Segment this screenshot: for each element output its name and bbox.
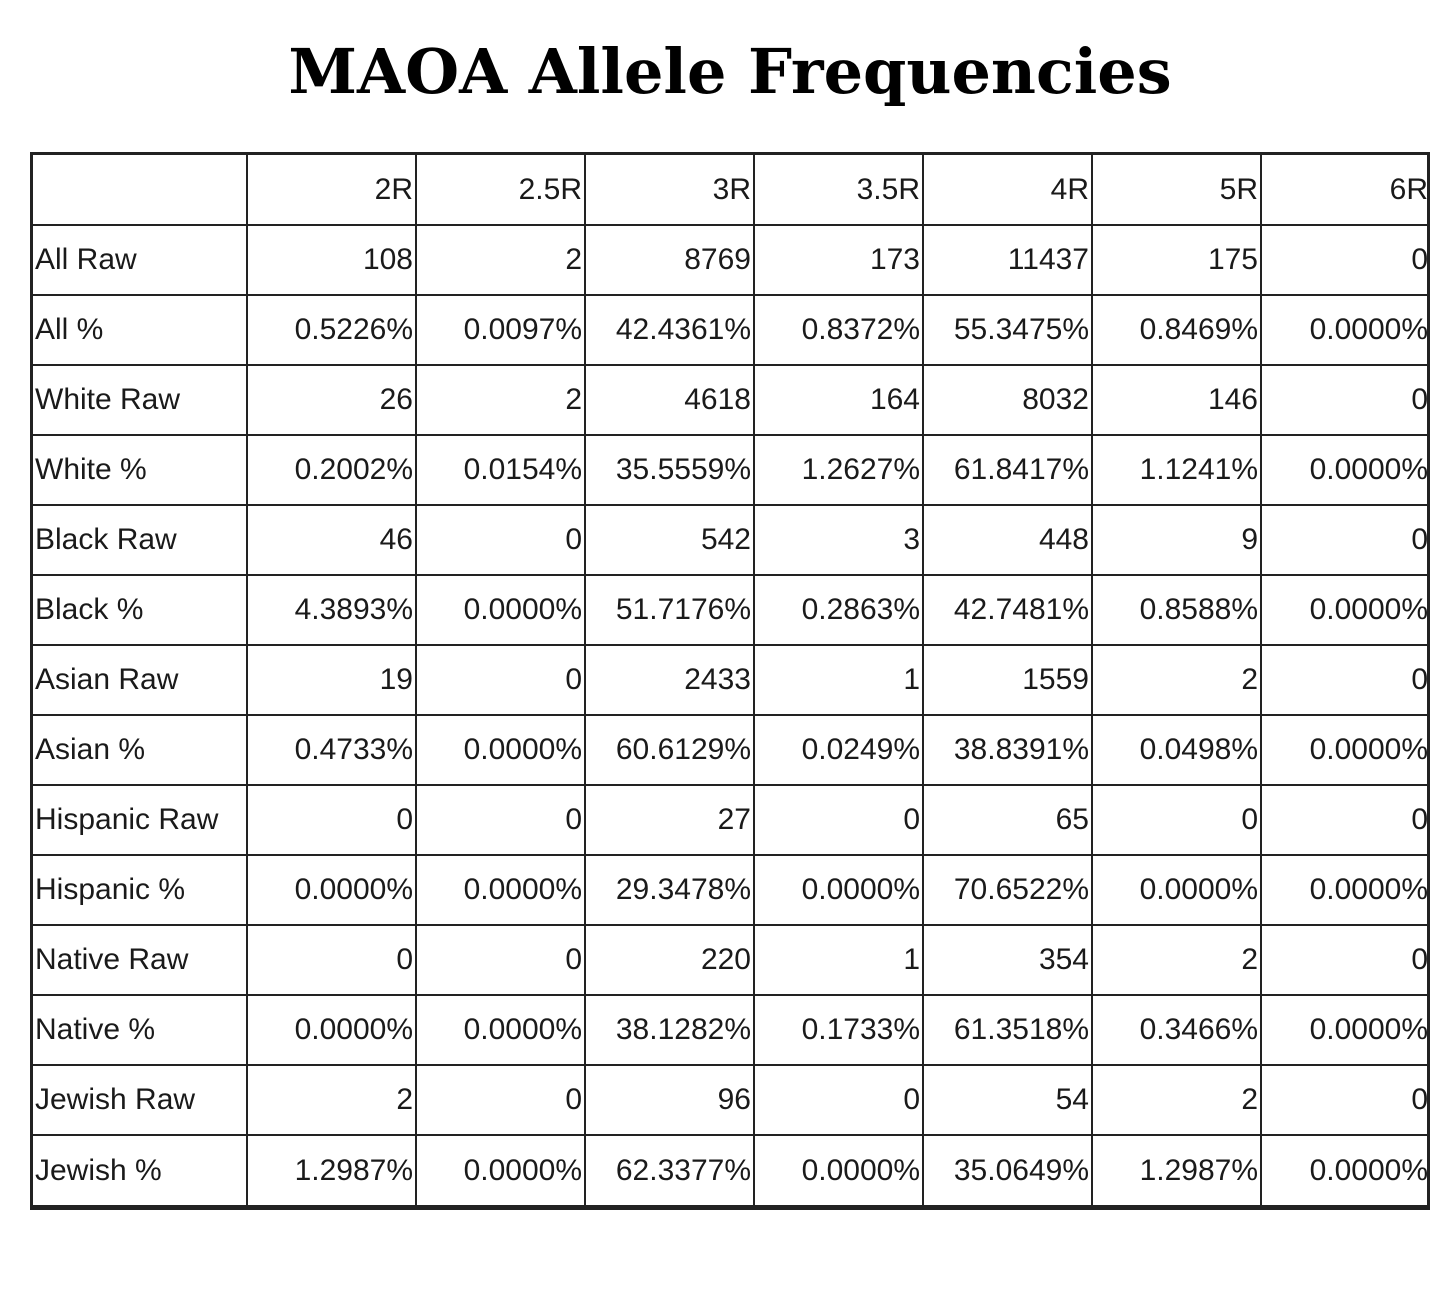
- table-cell: 0.0000%: [416, 1135, 585, 1205]
- table-row: [33, 995, 1430, 1065]
- column-header: 6R: [1261, 155, 1430, 225]
- table-cell: 2: [416, 365, 585, 435]
- table-cell: 61.8417%: [923, 435, 1092, 505]
- table-cell: 108: [247, 225, 416, 295]
- table-cell: 2433: [585, 645, 754, 715]
- table-cell: 8769: [585, 225, 754, 295]
- table-cell: 1.2987%: [247, 1135, 416, 1205]
- table-cell: 11437: [923, 225, 1092, 295]
- table-cell: 0.0000%: [754, 1135, 923, 1205]
- table-row: [33, 505, 1430, 575]
- table-cell: 0.0154%: [416, 435, 585, 505]
- table-row: [33, 715, 1430, 785]
- table-cell: 42.7481%: [923, 575, 1092, 645]
- table-cell: 0.0249%: [754, 715, 923, 785]
- table-cell: 29.3478%: [585, 855, 754, 925]
- table-row: [33, 365, 1430, 435]
- table-cell: 0: [1261, 925, 1430, 995]
- table-cell: 1.2627%: [754, 435, 923, 505]
- table-cell: 9: [1092, 505, 1261, 575]
- table-cell: 0.2002%: [247, 435, 416, 505]
- table-cell: 61.3518%: [923, 995, 1092, 1065]
- table-cell: 0.0000%: [1261, 435, 1430, 505]
- table-cell: 0.0000%: [1261, 295, 1430, 365]
- row-label: Hispanic Raw: [33, 785, 247, 855]
- table-cell: 70.6522%: [923, 855, 1092, 925]
- table-cell: 0.4733%: [247, 715, 416, 785]
- table-row: [33, 925, 1430, 995]
- column-header: 3.5R: [754, 155, 923, 225]
- column-header: 2.5R: [416, 155, 585, 225]
- table-cell: 42.4361%: [585, 295, 754, 365]
- table-row: [33, 855, 1430, 925]
- table-cell: 4.3893%: [247, 575, 416, 645]
- table-cell: 0.0000%: [416, 575, 585, 645]
- table-cell: 0: [754, 1065, 923, 1135]
- table-row: [33, 1135, 1430, 1205]
- table-cell: 46: [247, 505, 416, 575]
- table-cell: 2: [1092, 925, 1261, 995]
- table-cell: 220: [585, 925, 754, 995]
- table-cell: 0: [1092, 785, 1261, 855]
- row-label: Asian Raw: [33, 645, 247, 715]
- column-header: 5R: [1092, 155, 1261, 225]
- table-cell: 542: [585, 505, 754, 575]
- table-cell: 0.1733%: [754, 995, 923, 1065]
- table-cell: 0.0000%: [1261, 575, 1430, 645]
- table-cell: 0: [247, 925, 416, 995]
- table-cell: 8032: [923, 365, 1092, 435]
- allele-frequency-table: [33, 155, 1430, 1205]
- row-label: Jewish Raw: [33, 1065, 247, 1135]
- table-cell: 0.0000%: [247, 855, 416, 925]
- table-row: [33, 435, 1430, 505]
- table-cell: 38.8391%: [923, 715, 1092, 785]
- table-cell: 0: [416, 785, 585, 855]
- row-label: Native %: [33, 995, 247, 1065]
- table-cell: 65: [923, 785, 1092, 855]
- table-cell: 1559: [923, 645, 1092, 715]
- table-cell: 448: [923, 505, 1092, 575]
- table-cell: 0.8588%: [1092, 575, 1261, 645]
- table-row: [33, 575, 1430, 645]
- table-cell: 0.0498%: [1092, 715, 1261, 785]
- table-cell: 96: [585, 1065, 754, 1135]
- table-cell: 0: [247, 785, 416, 855]
- table-cell: 173: [754, 225, 923, 295]
- page-title: MAOA Allele Frequencies: [288, 35, 1172, 108]
- header-row: [33, 155, 1430, 225]
- table-cell: 0: [1261, 225, 1430, 295]
- table-cell: 1.2987%: [1092, 1135, 1261, 1205]
- table-cell: 0.3466%: [1092, 995, 1261, 1065]
- table-row: [33, 785, 1430, 855]
- corner-cell: [33, 155, 247, 225]
- table-cell: 4618: [585, 365, 754, 435]
- row-label: Black Raw: [33, 505, 247, 575]
- row-label: White Raw: [33, 365, 247, 435]
- table-cell: 0: [416, 925, 585, 995]
- table-cell: 0.0097%: [416, 295, 585, 365]
- table-cell: 1: [754, 645, 923, 715]
- table-cell: 54: [923, 1065, 1092, 1135]
- table-cell: 2: [1092, 1065, 1261, 1135]
- table-cell: 0: [1261, 1065, 1430, 1135]
- row-label: Native Raw: [33, 925, 247, 995]
- table-row: [33, 1065, 1430, 1135]
- table-cell: 0.5226%: [247, 295, 416, 365]
- table-cell: 26: [247, 365, 416, 435]
- table-cell: 0.0000%: [416, 995, 585, 1065]
- table-cell: 0.0000%: [416, 855, 585, 925]
- table-cell: 60.6129%: [585, 715, 754, 785]
- table-cell: 1: [754, 925, 923, 995]
- table-cell: 51.7176%: [585, 575, 754, 645]
- table-cell: 62.3377%: [585, 1135, 754, 1205]
- table-cell: 0.0000%: [1261, 1135, 1430, 1205]
- table-cell: 35.5559%: [585, 435, 754, 505]
- table-cell: 0: [416, 1065, 585, 1135]
- table-cell: 146: [1092, 365, 1261, 435]
- table-row: [33, 645, 1430, 715]
- table-cell: 2: [247, 1065, 416, 1135]
- row-label: White %: [33, 435, 247, 505]
- column-header: 3R: [585, 155, 754, 225]
- table-row: [33, 295, 1430, 365]
- table-cell: 0: [1261, 505, 1430, 575]
- table-cell: 3: [754, 505, 923, 575]
- row-label: Asian %: [33, 715, 247, 785]
- table-cell: 35.0649%: [923, 1135, 1092, 1205]
- table-cell: 0: [1261, 365, 1430, 435]
- table-cell: 2: [1092, 645, 1261, 715]
- table-cell: 164: [754, 365, 923, 435]
- row-label: All %: [33, 295, 247, 365]
- table-cell: 0.0000%: [247, 995, 416, 1065]
- table-cell: 0: [754, 785, 923, 855]
- table-cell: 0.0000%: [1092, 855, 1261, 925]
- table-cell: 0.0000%: [754, 855, 923, 925]
- table-cell: 354: [923, 925, 1092, 995]
- column-header: 2R: [247, 155, 416, 225]
- allele-frequency-table-frame: [30, 152, 1430, 1210]
- table-body: [33, 225, 1430, 1205]
- table-cell: 0.8372%: [754, 295, 923, 365]
- row-label: All Raw: [33, 225, 247, 295]
- table-cell: 0.0000%: [416, 715, 585, 785]
- table-cell: 0: [416, 645, 585, 715]
- row-label: Jewish %: [33, 1135, 247, 1205]
- table-cell: 0: [1261, 645, 1430, 715]
- table-cell: 0.0000%: [1261, 855, 1430, 925]
- table-cell: 0.8469%: [1092, 295, 1261, 365]
- table-cell: 2: [416, 225, 585, 295]
- table-cell: 175: [1092, 225, 1261, 295]
- table-cell: 0.2863%: [754, 575, 923, 645]
- table-cell: 0.0000%: [1261, 715, 1430, 785]
- column-header: 4R: [923, 155, 1092, 225]
- table-cell: 0: [416, 505, 585, 575]
- table-cell: 55.3475%: [923, 295, 1092, 365]
- table-cell: 27: [585, 785, 754, 855]
- table-cell: 38.1282%: [585, 995, 754, 1065]
- row-label: Black %: [33, 575, 247, 645]
- table-cell: 1.1241%: [1092, 435, 1261, 505]
- table-cell: 0.0000%: [1261, 995, 1430, 1065]
- table-row: [33, 225, 1430, 295]
- table-cell: 0: [1261, 785, 1430, 855]
- table-cell: 19: [247, 645, 416, 715]
- row-label: Hispanic %: [33, 855, 247, 925]
